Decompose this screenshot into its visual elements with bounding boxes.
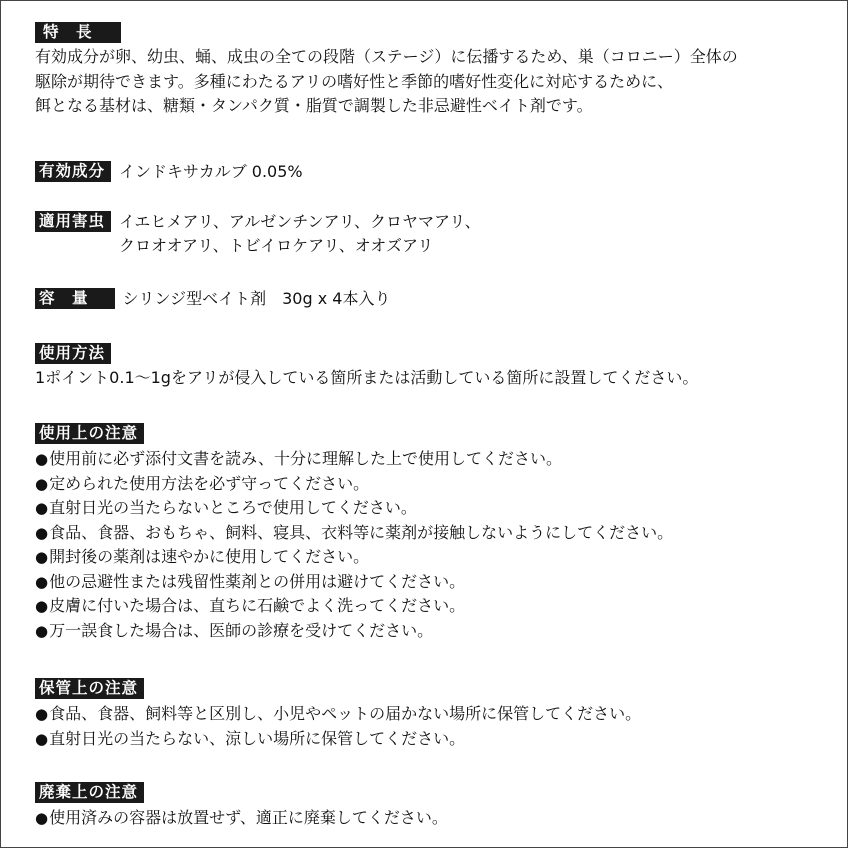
list-item bbox=[35, 447, 827, 472]
bullet-icon: ● bbox=[35, 621, 49, 640]
list-item-text: 開封後の薬剤は速やかに使用してください。 bbox=[49, 547, 370, 566]
list-item-text: 食品、食器、飼料等と区別し、小児やペットの届かない場所に保管してください。 bbox=[49, 704, 642, 723]
usage-caution-list bbox=[35, 447, 827, 643]
list-item bbox=[35, 594, 827, 619]
list-item bbox=[35, 702, 827, 727]
bullet-icon: ● bbox=[35, 729, 49, 748]
disposal-caution-label: 廃棄上の注意 bbox=[35, 782, 144, 803]
list-item-text: 万一誤食した場合は、医師の診療を受けてください。 bbox=[49, 620, 434, 640]
list-item bbox=[35, 570, 827, 595]
targets-label: 適用害虫 bbox=[35, 211, 111, 232]
list-item-text: 他の忌避性または残留性薬剤との併用は避けてください。 bbox=[49, 571, 466, 591]
bullet-icon: ● bbox=[35, 523, 49, 542]
list-item bbox=[35, 496, 827, 521]
capacity-label: 容 量 bbox=[35, 288, 115, 309]
disposal-caution-list bbox=[35, 806, 827, 831]
bullet-icon: ● bbox=[35, 809, 49, 827]
usage-caution-section bbox=[35, 423, 827, 643]
storage-caution-section bbox=[35, 678, 827, 751]
capacity-value: シリンジ型ベイト剤 30g x 4本入り bbox=[122, 289, 391, 308]
usage-label: 使用方法 bbox=[35, 343, 111, 364]
features-label: 特 長 bbox=[35, 22, 121, 43]
features-text bbox=[35, 45, 827, 119]
list-item bbox=[35, 472, 827, 497]
ingredient-value: インドキサカルブ 0.05% bbox=[119, 162, 303, 181]
list-item bbox=[35, 619, 827, 644]
storage-caution-label: 保管上の注意 bbox=[35, 678, 144, 699]
ingredient-label: 有効成分 bbox=[35, 161, 111, 182]
bullet-icon: ● bbox=[35, 597, 49, 615]
targets-section bbox=[35, 211, 827, 258]
disposal-caution-section bbox=[35, 782, 827, 831]
bullet-icon: ● bbox=[35, 572, 49, 591]
features-line: 駆除が期待できます。多種にわたるアリの嗜好性と季節的嗜好性変化に対応するために、 bbox=[35, 71, 674, 91]
storage-caution-list bbox=[35, 702, 827, 751]
list-item-text: 食品、食器、おもちゃ、飼料、寝具、衣料等に薬剤が接触しないようにしてください。 bbox=[49, 522, 674, 542]
features-line: 餌となる基材は、糖類・タンパク質・脂質で調製した非忌避性ベイト剤です。 bbox=[35, 96, 593, 115]
bullet-icon: ● bbox=[35, 450, 49, 468]
targets-value bbox=[119, 210, 481, 258]
targets-line: イエヒメアリ、アルゼンチンアリ、クロヤマアリ、 bbox=[119, 212, 481, 231]
list-item-text: 皮膚に付いた場合は、直ちに石鹸でよく洗ってください。 bbox=[49, 596, 466, 615]
list-item bbox=[35, 806, 827, 831]
list-item-text: 定められた使用方法を必ず守ってください。 bbox=[49, 473, 370, 493]
list-item bbox=[35, 727, 827, 752]
bullet-icon: ● bbox=[35, 474, 49, 493]
features-line: 有効成分が卵、幼虫、蛹、成虫の全ての段階（ステージ）に伝播するため、巣（コロニー）全体の bbox=[35, 47, 738, 66]
usage-section bbox=[35, 343, 827, 391]
list-item-text: 使用済みの容器は放置せず、適正に廃棄してください。 bbox=[49, 808, 448, 827]
list-item-text: 直射日光の当たらない、涼しい場所に保管してください。 bbox=[49, 728, 466, 748]
bullet-icon: ● bbox=[35, 705, 49, 723]
targets-line: クロオオアリ、トビイロケアリ、オオズアリ bbox=[119, 236, 434, 255]
bullet-icon: ● bbox=[35, 499, 49, 517]
list-item-text: 使用前に必ず添付文書を読み、十分に理解した上で使用してください。 bbox=[49, 449, 563, 468]
capacity-section bbox=[35, 288, 827, 311]
list-item-text: 直射日光の当たらないところで使用してください。 bbox=[49, 498, 417, 517]
ingredient-section bbox=[35, 161, 827, 184]
bullet-icon: ● bbox=[35, 548, 49, 566]
list-item bbox=[35, 545, 827, 570]
usage-caution-label: 使用上の注意 bbox=[35, 423, 144, 444]
features-section bbox=[35, 22, 827, 119]
usage-text: 1ポイント0.1～1gをアリが侵入している箇所または活動している箇所に設置してください。 bbox=[35, 368, 699, 387]
list-item bbox=[35, 521, 827, 546]
